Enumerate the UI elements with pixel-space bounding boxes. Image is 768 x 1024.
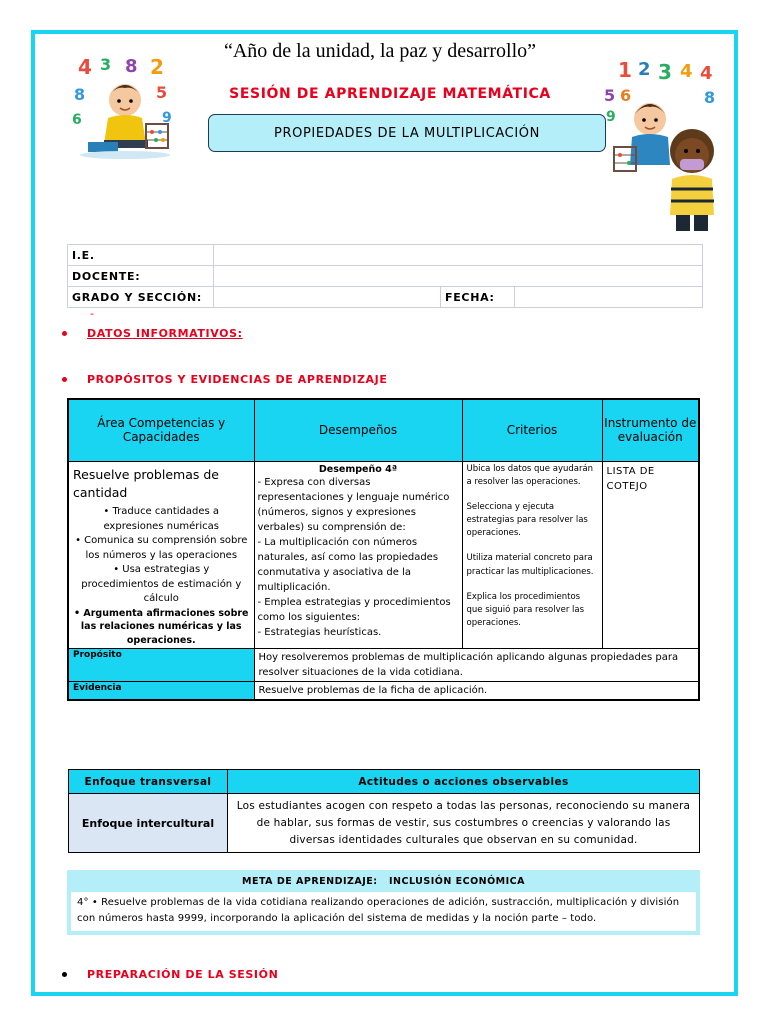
enfoque-table (68, 769, 700, 853)
ie-label: I.E. (68, 245, 214, 266)
svg-text:2: 2 (638, 59, 651, 80)
children-with-numbers-illustration (600, 55, 725, 235)
evidencia-text: Resuelve problemas de la ficha de aplicación. (254, 681, 699, 700)
docente-label: DOCENTE: (68, 266, 214, 287)
svg-text:9: 9 (606, 109, 616, 125)
competency-cell (68, 461, 254, 648)
svg-text:6: 6 (72, 112, 82, 128)
grado-field[interactable] (214, 287, 441, 308)
criterio-item: Ubica los datos que ayudarán a resolver las operaciones. (466, 463, 594, 487)
grado-label: GRADO Y SECCIÓN: (68, 287, 214, 308)
docente-field[interactable] (214, 266, 703, 287)
child-studying-illustration (70, 52, 180, 162)
criterios-cell (462, 461, 602, 648)
preparacion-heading-text: PREPARACIÓN DE LA SESIÓN (87, 968, 279, 981)
bullet-icon (62, 972, 67, 977)
capacity-item: • Usa estrategias y procedimientos de estimación y cálculo (73, 563, 250, 607)
meta-text: 4° • Resuelve problemas de la vida cotidiana realizando operaciones de adición, sustracción, multiplicación y división con números hasta 9999, incorporando la aplicación del sistema de medidas y la noción parte – todo. (67, 892, 700, 935)
section-marker: - (90, 307, 94, 320)
propositos-heading (62, 373, 387, 386)
fecha-field[interactable] (515, 287, 703, 308)
instrumento-text: LISTA DE COTEJO (606, 465, 655, 492)
svg-text:6: 6 (620, 86, 632, 105)
svg-text:4: 4 (700, 63, 713, 84)
actitudes-header: Actitudes o acciones observables (228, 770, 700, 794)
capacity-item: • Traduce cantidades a expresiones numéricas (73, 505, 250, 534)
datos-heading (62, 327, 243, 340)
desempeno-text: - Expresa con diversas representaciones y lenguaje numérico (números, signos y expresiones verbales) su comprensión de: - La multiplicación con números naturales, así como las propiedades conmutativa y asociativa de la multiplicación. - Emplea estrategias y procedimientos como los siguientes: - Estrategias heurísticas. (257, 476, 451, 638)
svg-text:8: 8 (74, 85, 86, 104)
enfoque-header: Enfoque transversal (69, 770, 228, 794)
svg-text:4: 4 (78, 55, 92, 79)
enfoque-text: Los estudiantes acogen con respeto a todas las personas, reconociendo su manera de hablar, sus formas de vestir, sus costumbres o creencias y valorando las diversas identidades culturales que observan en su comunidad. (228, 794, 700, 853)
instrumento-cell (602, 461, 699, 648)
info-table (67, 244, 703, 308)
desempenos-header: Desempeños (254, 399, 462, 461)
desempeno-title: Desempeño 4ª (318, 463, 398, 475)
competency-title: Resuelve problemas de cantidad (73, 466, 219, 501)
bullet-icon (62, 331, 67, 336)
svg-text:9: 9 (162, 110, 172, 126)
preparacion-heading (62, 968, 278, 981)
svg-text:5: 5 (156, 83, 168, 102)
ie-field[interactable] (214, 245, 703, 266)
svg-text:1: 1 (618, 58, 632, 82)
criterio-item: Explica los procedimientos que siguió para resolver las operaciones. (466, 591, 585, 629)
svg-text:2: 2 (150, 55, 164, 79)
evidencia-label: Evidencia (68, 681, 254, 700)
svg-text:5: 5 (604, 86, 616, 105)
svg-text:3: 3 (100, 55, 112, 74)
fecha-label: FECHA: (441, 287, 515, 308)
capacity-item: • Comunica su comprensión sobre los números y las operaciones (73, 534, 250, 563)
criterio-item: Selecciona y ejecuta estrategias para resolver las operaciones. (466, 501, 588, 539)
desempeno-cell (254, 461, 462, 648)
area-header: Área Competencias y Capacidades (68, 399, 254, 461)
capacity-item: • Argumenta afirmaciones sobre las relaciones numéricas y las operaciones. (73, 607, 250, 648)
meta-box (67, 870, 700, 935)
competencies-table (67, 398, 700, 701)
svg-text:3: 3 (658, 60, 672, 84)
svg-text:8: 8 (704, 88, 716, 107)
proposito-text: Hoy resolveremos problemas de multiplicación aplicando algunas propiedades para resolver situaciones de la vida cotidiana. (254, 648, 699, 681)
svg-text:8: 8 (125, 56, 138, 77)
criterio-item: Utiliza material concreto para practicar las multiplicaciones. (466, 553, 594, 577)
capacities-list (69, 505, 254, 648)
meta-title: META DE APRENDIZAJE: INCLUSIÓN ECONÓMICA (67, 870, 700, 892)
bullet-icon (62, 377, 67, 382)
enfoque-label: Enfoque intercultural (69, 794, 228, 853)
criterios-header: Criterios (462, 399, 602, 461)
datos-heading-text: DATOS INFORMATIVOS: (87, 327, 243, 340)
year-motto: “Año de la unidad, la paz y desarrollo” (223, 40, 537, 62)
propositos-heading-text: PROPÓSITOS Y EVIDENCIAS DE APRENDIZAJE (87, 373, 388, 386)
instrumento-header: Instrumento de evaluación (602, 399, 699, 461)
topic-title: PROPIEDADES DE LA MULTIPLICACIÓN (208, 114, 606, 152)
svg-text:4: 4 (680, 61, 693, 82)
session-title: SESIÓN DE APRENDIZAJE MATEMÁTICA (229, 86, 551, 102)
proposito-label: Propósito (68, 648, 254, 681)
